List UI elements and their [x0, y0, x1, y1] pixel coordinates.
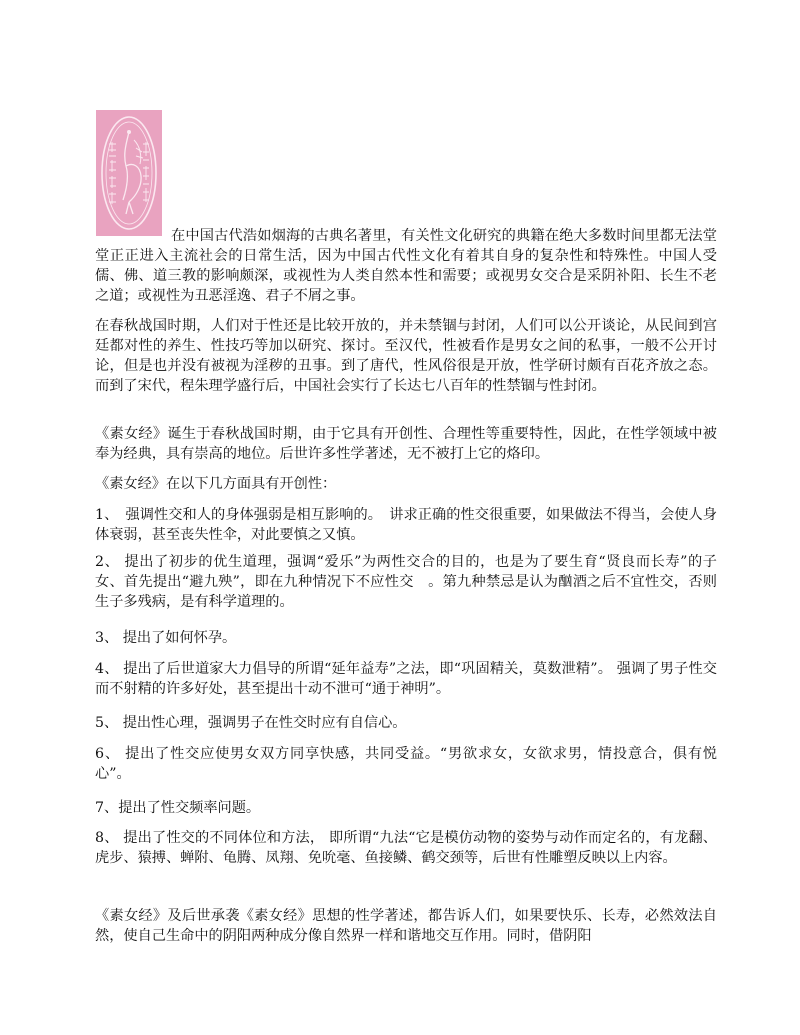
list-item-5: 5、 提出性心理，强调男子在性交时应有自信心。 — [95, 715, 407, 731]
list-item-7: 7、提出了性交频率问题。 — [95, 800, 261, 816]
list-item-3: 3、 提出了如何怀孕。 — [95, 630, 237, 646]
seal-stamp-graphic — [96, 110, 162, 236]
paragraph-conclusion: 《素女经》及后世承袭《素女经》思想的性学著述，都告诉人们，如果要快乐、长寿，必然效法自然，使自己生命中的阴阳两种成分像自然界一样和谐地交互作用。同时，借阴阳 — [95, 908, 717, 944]
list-item-8: 8、 提出了性交的不同体位和方法， 即所谓“九法“它是模仿动物的姿势与动作而定名的，有龙翻、虎步、猿搏、蝉附、龟腾、凤翔、免吮毫、鱼接鳞、鹤交颈等，后世有性雕塑反映以上内容。 — [95, 830, 717, 866]
paragraph-history: 在春秋战国时期，人们对于性还是比较开放的，并未禁锢与封闭，人们可以公开谈论，从民间到宫廷都对性的养生、性技巧等加以研究、探讨。至汉代，性被看作是男女之间的私事，一般不公开讨论，但是也并没有被视为淫秽的丑事。到了唐代，性风俗很是开放，性学研讨颇有百花齐放之态。而到了宋代，程朱理学盛行后，中国社会实行了长达七八百年的性禁锢与性封闭。 — [95, 318, 717, 394]
list-item-1: 1、 强调性交和人的身体强弱是相互影响的。 讲求正确的性交很重要，如果做法不得当，会使人身体衰弱，甚至丧失性伞，对此要慎之又慎。 — [95, 507, 717, 543]
paragraph-list-intro: 《素女经》在以下几方面具有开创性： — [95, 476, 337, 492]
list-item-6: 6、 提出了性交应使男女双方同享快感，共同受益。“男欲求女，女欲求男，情投意合，俱有悦心”。 — [95, 746, 717, 782]
seal-stamp-image — [96, 110, 162, 236]
list-item-4: 4、 提出了后世道家大力倡导的所谓“延年益寿”之法，即“巩固精关，莫数泄精”。 强调了男子性交而不射精的许多好处，甚至提出十动不泄可“通于神明”。 — [95, 661, 717, 697]
paragraph-intro: 在中国古代浩如烟海的古典名著里，有关性文化研究的典籍在绝大多数时间里都无法堂堂正正进入主流社会的日常生活，因为中国古代性文化有着其自身的复杂性和特殊性。中国人受儒、佛、道三教的影响颇深，或视性为人类自然本性和需要；或视男女交合是采阴补阳、长生不老之道；或视性为丑恶淫逸、君子不屑之事。 — [95, 228, 717, 304]
paragraph-classic: 《素女经》诞生于春秋战国时期，由于它具有开创性、合理性等重要特性，因此，在性学领域中被奉为经典，具有崇高的地位。后世许多性学著述，无不被打上它的烙印。 — [95, 426, 717, 462]
list-item-2: 2、 提出了初步的优生道理，强调“爱乐”为两性交合的目的，也是为了要生育“贤良而长寿”的子女、首先提出“避九殃”，即在九种情况下不应性交 。第九种禁忌是认为酗酒之后不宜性交，否则生子多残病，是有科学道理的。 — [95, 554, 717, 610]
